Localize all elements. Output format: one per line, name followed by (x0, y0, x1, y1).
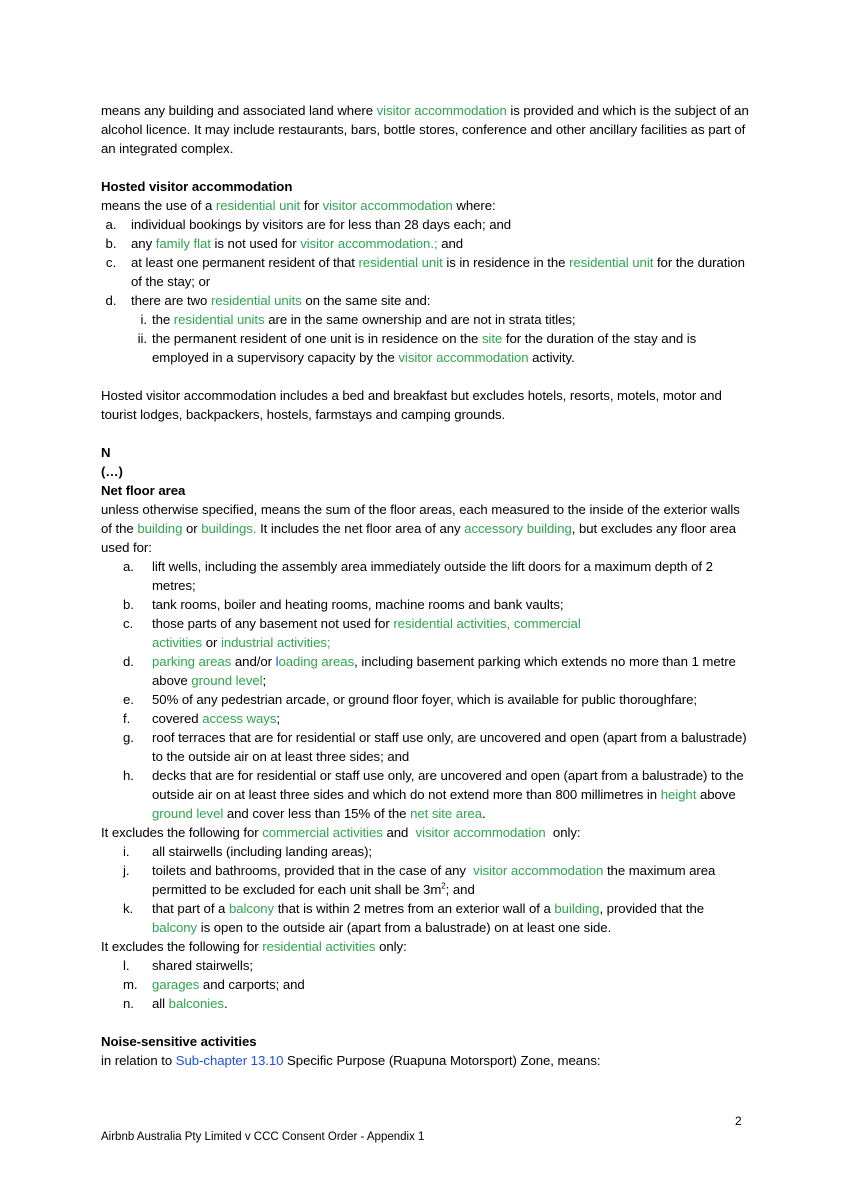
text: any (131, 236, 156, 251)
text: and/or (231, 654, 276, 669)
list-item (101, 728, 751, 766)
list-label: a. (105, 217, 117, 232)
text: or (202, 635, 221, 650)
text: Specific Purpose (Ruapuna Motorsport) Zone, means: (283, 1053, 601, 1068)
text: for the duration of the stay; or (131, 255, 745, 289)
link-buildings[interactable]: buildings. (201, 521, 257, 536)
text: activity. (528, 350, 575, 365)
text: those parts of any basement not used for (152, 616, 394, 631)
hosted-note: Hosted visitor accommodation includes a bed and breakfast but excludes hotels, resorts, motels, motor and tourist lodges, backpackers, hostels, farmstays and camping grounds. (101, 388, 722, 422)
page-number: 2 (735, 1114, 742, 1128)
heading-net-floor-area: Net floor area (101, 483, 186, 498)
text: or (182, 521, 202, 536)
text: toilets and bathrooms, provided that in the case of any (152, 863, 474, 878)
section-letter: N (101, 445, 111, 460)
link-residential-activities[interactable]: residential activities (262, 939, 376, 954)
list-label: k. (123, 901, 134, 916)
list-label: d. (105, 293, 117, 308)
heading-hosted-visitor-accommodation: Hosted visitor accommodation (101, 179, 293, 194)
list-item (101, 652, 751, 690)
list-label: c. (123, 616, 134, 631)
text: the (152, 312, 174, 327)
text: for the duration of the stay and is employed in a supervisory capacity by the (152, 331, 697, 365)
text: It excludes the following for (101, 825, 263, 840)
text: It includes the net floor area of any (256, 521, 465, 536)
link-balcony[interactable]: balcony (228, 901, 275, 916)
link-balcony[interactable]: balcony (152, 920, 198, 935)
link-residential-units[interactable]: residential units (210, 293, 302, 308)
list-item (101, 614, 751, 652)
text: ; (262, 673, 267, 688)
list-item (101, 709, 751, 728)
link-residential-units[interactable]: residential units (173, 312, 265, 327)
list-item (101, 329, 751, 367)
text: It excludes the following for (101, 939, 263, 954)
document-body (101, 101, 751, 1070)
list-label: e. (123, 692, 134, 707)
text: means any building and associated land where (101, 103, 377, 118)
text: ; (276, 711, 281, 726)
link-sub-chapter-13-10[interactable]: Sub-chapter 13.10 (175, 1053, 284, 1068)
link-loading-areas[interactable]: oading areas (278, 654, 355, 669)
list-item (101, 975, 751, 994)
list-item (101, 310, 751, 329)
text: is in residence in the (442, 255, 570, 270)
list-label: f. (123, 711, 131, 726)
list-label: m. (123, 977, 138, 992)
omission-marker: (…) (101, 464, 123, 479)
text: covered (152, 711, 203, 726)
text: shared stairwells; (152, 958, 253, 973)
link-activities[interactable]: activities (152, 635, 203, 650)
text: , including basement parking which extends no more than 1 metre above (152, 654, 736, 688)
link-residential-unit[interactable]: residential unit (215, 198, 301, 213)
link-balconies[interactable]: balconies (168, 996, 224, 1011)
list-label: d. (123, 654, 134, 669)
text: for (300, 198, 323, 213)
link-building[interactable]: building (554, 901, 600, 916)
text: ; and (445, 882, 475, 897)
list-item (101, 766, 751, 823)
text: on the same site and: (301, 293, 431, 308)
noise-definition (101, 1051, 751, 1070)
list-item (101, 956, 751, 975)
list-label: g. (123, 730, 134, 745)
link-residential-unit[interactable]: residential unit (569, 255, 654, 270)
list-label: ii. (137, 331, 147, 346)
text: only: (375, 939, 407, 954)
text: only: (545, 825, 581, 840)
link-loading-areas-initial[interactable]: l (275, 654, 279, 669)
list-item (101, 595, 751, 614)
link-ground-level[interactable]: ground level (152, 806, 224, 821)
exclusion-commercial (101, 823, 751, 842)
link-access-ways[interactable]: access ways (202, 711, 277, 726)
text: means the use of a (101, 198, 216, 213)
text: the maximum area permitted to be excluded for each unit shall be 3m (152, 863, 716, 897)
link-residential-unit[interactable]: residential unit (358, 255, 443, 270)
text: unless otherwise specified, means the sum of the floor areas, each measured to the inside of the exterior walls of the (101, 502, 740, 536)
text: is open to the outside air (apart from a balustrade) on at least one side. (197, 920, 612, 935)
link-accessory-building[interactable]: accessory building (464, 521, 572, 536)
link-residential-commercial-activities[interactable]: residential activities, commercial (393, 616, 581, 631)
link-building[interactable]: building (137, 521, 183, 536)
text: where: (452, 198, 496, 213)
text: above (696, 787, 736, 802)
text: that is within 2 metres from an exterior wall of a (274, 901, 555, 916)
link-ground-level[interactable]: ground level (191, 673, 263, 688)
list-item (101, 557, 751, 595)
list-label: j. (123, 863, 130, 878)
text: is provided and which is the subject of an alcohol licence. It may include restaurants, bars, bottle stores, conference and other ancillary facilities as part of an integrated complex. (101, 103, 749, 156)
list-label: b. (105, 236, 117, 251)
text: and cover less than 15% of the (223, 806, 411, 821)
intro-paragraph (101, 101, 751, 158)
list-label: b. (123, 597, 134, 612)
text: the permanent resident of one unit is in residence on the (152, 331, 482, 346)
text: . (223, 996, 228, 1011)
link-commercial-activities[interactable]: commercial activities (262, 825, 383, 840)
list-item (101, 253, 751, 291)
list-label: l. (123, 958, 130, 973)
list-label: a. (123, 559, 134, 574)
text: is not used for (210, 236, 301, 251)
text: are in the same ownership and are not in strata titles; (264, 312, 576, 327)
link-visitor-accommodation[interactable]: visitor accommodation (398, 350, 529, 365)
list-label: i. (140, 312, 147, 327)
link-visitor-accommodation[interactable]: visitor accommodation.; (300, 236, 438, 251)
link-site[interactable]: site (481, 331, 503, 346)
link-visitor-accommodation[interactable]: visitor accommodation (376, 103, 507, 118)
text: , provided that the (599, 901, 705, 916)
text: at least one permanent resident of that (131, 255, 359, 270)
link-industrial-activities[interactable]: industrial activities; (220, 635, 331, 650)
text: decks that are for residential or staff use only, are uncovered and open (apart from a balustrade) to the outside air on at least three sides and which do not extend more than 800 millimetres in (152, 768, 744, 802)
list-item (101, 899, 751, 937)
link-visitor-accommodation[interactable]: visitor accommodation (415, 825, 546, 840)
link-garages[interactable]: garages (152, 977, 200, 992)
list-item (101, 291, 751, 310)
text: and (382, 825, 416, 840)
text: and carports; and (199, 977, 305, 992)
link-visitor-accommodation[interactable]: visitor accommodation (322, 198, 453, 213)
hosted-definition (101, 196, 751, 215)
list-item (101, 215, 751, 234)
text: tank rooms, boiler and heating rooms, machine rooms and bank vaults; (152, 597, 564, 612)
text: . (482, 806, 486, 821)
list-label: c. (105, 255, 117, 270)
text: individual bookings by visitors are for less than 28 days each; and (131, 217, 512, 232)
text: that part of a (152, 901, 229, 916)
list-item (101, 861, 751, 899)
list-label: i. (123, 844, 130, 859)
superscript: 2 (441, 881, 446, 891)
list-item (101, 994, 751, 1013)
text: all (152, 996, 169, 1011)
list-item (101, 690, 751, 709)
list-item (101, 842, 751, 861)
text: roof terraces that are for residential or staff use only, are uncovered and open (apart from a balustrade) to the outside air on at least three sides; and (152, 730, 747, 764)
list-label: h. (123, 768, 134, 783)
text: there are two (131, 293, 211, 308)
text: lift wells, including the assembly area immediately outside the lift doors for a maximum depth of 2 metres; (152, 559, 713, 593)
text: and (437, 236, 464, 251)
link-height[interactable]: height (660, 787, 697, 802)
link-parking-areas[interactable]: parking areas (152, 654, 232, 669)
list-label: n. (123, 996, 134, 1011)
text: in relation to (101, 1053, 176, 1068)
page-footer: Airbnb Australia Pty Limited v CCC Consent Order - Appendix 1 (101, 1131, 425, 1143)
exclusion-residential (101, 937, 751, 956)
link-visitor-accommodation[interactable]: visitor accommodation (473, 863, 604, 878)
link-net-site-area[interactable]: net site area (410, 806, 482, 821)
nfa-definition (101, 500, 751, 557)
text: all stairwells (including landing areas); (152, 844, 373, 859)
heading-noise-sensitive-activities: Noise-sensitive activities (101, 1034, 257, 1049)
link-family-flat[interactable]: family flat (155, 236, 211, 251)
list-item (101, 234, 751, 253)
text: , but excludes any floor area used for: (101, 521, 736, 555)
text: 50% of any pedestrian arcade, or ground floor foyer, which is available for public thoroughfare; (152, 692, 698, 707)
